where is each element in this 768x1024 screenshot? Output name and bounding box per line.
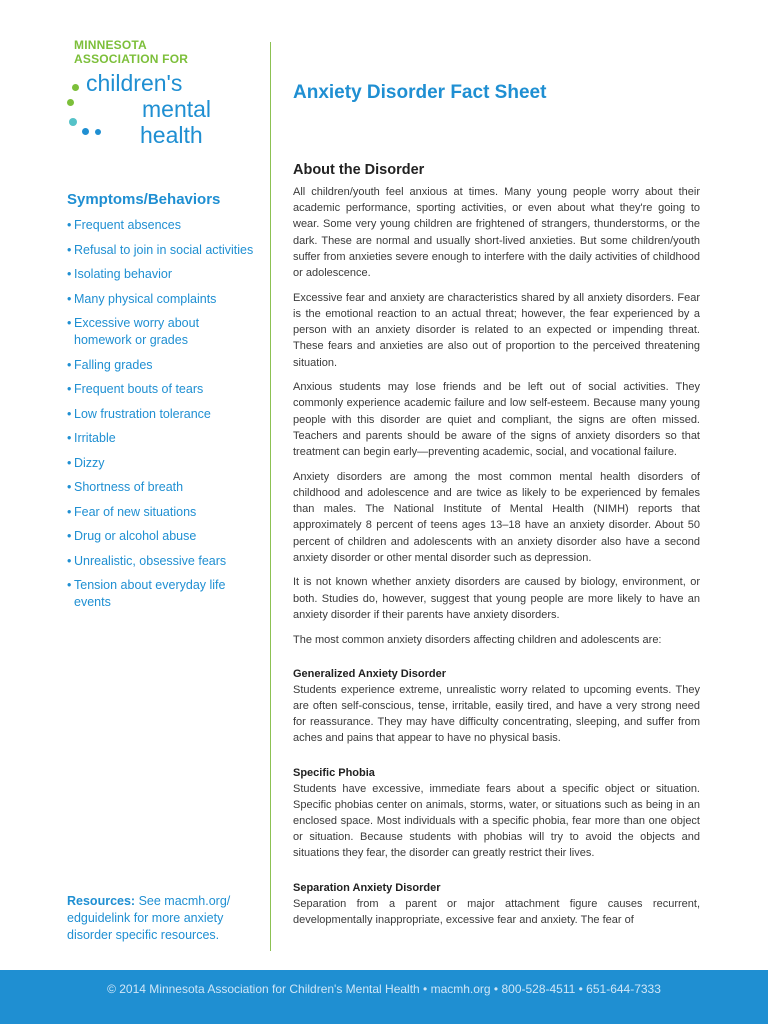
resources-label: Resources: (67, 894, 136, 908)
paragraph: Anxiety disorders are among the most common mental health disorders of childhood and adolescence and are twice as likely to be experienced by females than males. The National Institute of Mental Health (NIMH) reports that approximately 8 percent of teens ages 13–18 have an anxiety disorder. About 50 percent of children and adolescents with an anxiety disorder also have a second anxiety disorder or other mental disorder such as depression. (293, 470, 700, 564)
logo-word-mental: mental (142, 96, 212, 122)
symptom-item (67, 217, 257, 234)
bullet-icon: • (67, 480, 72, 494)
symptom-item (67, 381, 257, 398)
logo-wordmark (86, 70, 211, 148)
logo-dot-icon (67, 99, 74, 106)
symptom-label: Falling grades (74, 357, 153, 372)
paragraph: It is not known whether anxiety disorders are caused by biology, environment, or both. Studies do, however, suggest that young people are more likely to have an anxiety disorder if their parents have anxiety disorders. (293, 576, 700, 621)
logo-org-line (74, 38, 188, 66)
paragraph: All children/youth feel anxious at times. Many young people worry about their academic performance, sporting activities, or even about what they're going to wear. Some very young children are frightened of strangers, thunderstorms, or the dark. These are normal and usually short-lived anxieties. But some children/youth suffer from anxieties severe enough to interfere with the daily activities of childhood or adolescence. (293, 186, 700, 280)
symptom-item (67, 577, 257, 611)
bullet-icon: • (67, 242, 72, 257)
bullet-icon: • (67, 504, 72, 519)
symptom-label: Low frustration tolerance (74, 406, 211, 421)
resources-note (67, 893, 257, 944)
section-heading: About the Disorder (293, 162, 425, 178)
disorder-heading: Separation Anxiety Disorder (293, 881, 441, 894)
symptom-label: Drug or alcohol abuse (74, 529, 197, 543)
logo-line-minnesota: MINNESOTA (74, 38, 147, 52)
symptom-label: Tension about everyday life events (74, 578, 226, 609)
symptom-label: Unrealistic, obsessive fears (74, 553, 227, 568)
bullet-icon: • (67, 553, 72, 568)
bullet-icon: • (67, 406, 72, 421)
symptom-item (67, 430, 257, 447)
symptom-label: Frequent bouts of tears (74, 382, 204, 396)
resources-text[interactable]: See macmh.org/ edguidelink for more anxiety disorder specific resources. (67, 894, 231, 942)
disorder-heading: Generalized Anxiety Disorder (293, 667, 447, 680)
logo-dot-icon (72, 84, 79, 91)
logo-word-health: health (140, 122, 203, 148)
logo-dot-icon (82, 128, 89, 135)
symptom-item (67, 455, 257, 472)
page-title: Anxiety Disorder Fact Sheet (293, 82, 547, 103)
main-content (293, 162, 700, 937)
symptom-label: Frequent absences (74, 218, 182, 232)
symptom-label: Isolating behavior (74, 267, 172, 281)
bullet-icon: • (67, 267, 72, 281)
symptom-item (67, 357, 257, 374)
symptoms-list (67, 217, 257, 619)
bullet-icon: • (67, 455, 72, 470)
disorder-text: Separation from a parent or major attachment figure causes recurrent, developmentally inappropriate, excessive fear and anxiety. The fear of (293, 897, 700, 926)
symptom-item (67, 242, 257, 259)
logo-word-childrens: children's (86, 70, 183, 96)
logo-dot-icon (69, 118, 77, 126)
symptom-item (67, 528, 257, 545)
bullet-icon: • (67, 291, 72, 306)
symptom-item (67, 504, 257, 521)
symptom-item (67, 291, 257, 308)
column-divider (270, 42, 271, 951)
symptom-label: Dizzy (74, 455, 105, 470)
symptom-item (67, 553, 257, 570)
bullet-icon: • (67, 431, 72, 445)
paragraph: Anxious students may lose friends and be left out of social activities. They commonly experience academic failure and low self-esteem. Because many young people with this disorder are quiet and compliant, the signs are often missed. Teachers and parents should be aware of the signs of anxiety disorders so that treatment can begin early—preventing academic, social, and vocational failure. (293, 381, 700, 459)
symptom-item (67, 315, 257, 349)
organization-logo (66, 38, 256, 148)
disorder-section (293, 765, 700, 862)
bullet-icon: • (67, 316, 72, 330)
logo-line-association: ASSOCIATION FOR (74, 52, 189, 66)
disorder-section (293, 666, 700, 747)
bullet-icon: • (67, 578, 72, 592)
logo-dot-icon (95, 129, 101, 135)
disorder-section (293, 880, 700, 928)
symptom-item (67, 406, 257, 423)
footer-text: © 2014 Minnesota Association for Children's Mental Health • macmh.org • 800-528-4511 • 651-644-7333 (107, 982, 661, 996)
symptoms-heading: Symptoms/Behaviors (67, 191, 221, 208)
paragraph: Excessive fear and anxiety are characteristics shared by all anxiety disorders. Fear is the emotional reaction to an actual threat; however, the fear experienced by a person with an anxiety disorder is related to an expected or impending threat. These fears and anxieties are also out of proportion to the perceived threatening situation. (293, 291, 700, 369)
disorder-text: Students have excessive, immediate fears about a specific object or situation. Specific phobias center on animals, storms, water, or situations such as being in an enclosed space. Most individuals with a specific phobia, fear more than one object or situation. Because students with phobias will try to avoid the objects and situations they fear, the disorder can greatly restrict their lives. (293, 782, 700, 860)
symptom-label: Many physical complaints (74, 291, 217, 306)
symptom-item (67, 479, 257, 496)
bullet-icon: • (67, 382, 72, 396)
symptom-label: Fear of new situations (74, 504, 197, 519)
symptom-label: Shortness of breath (74, 480, 184, 494)
bullet-icon: • (67, 218, 72, 232)
symptom-label: Excessive worry about homework or grades (74, 316, 200, 347)
footer-bar (0, 970, 768, 1024)
disorder-heading: Specific Phobia (293, 766, 375, 779)
disorder-text: Students experience extreme, unrealistic worry related to upcoming events. They are often self-conscious, tense, irritable, easily tired, and have a very strong need for reassurance. They may have difficulty concentrating, sleeping, and suffer from aches and pains that appear to have no physical basis. (293, 683, 700, 745)
bullet-icon: • (67, 357, 72, 372)
paragraph: The most common anxiety disorders affecting children and adolescents are: (293, 633, 662, 646)
symptom-label: Refusal to join in social activities (74, 242, 254, 257)
bullet-icon: • (67, 529, 72, 543)
symptom-label: Irritable (74, 431, 116, 445)
symptom-item (67, 266, 257, 283)
